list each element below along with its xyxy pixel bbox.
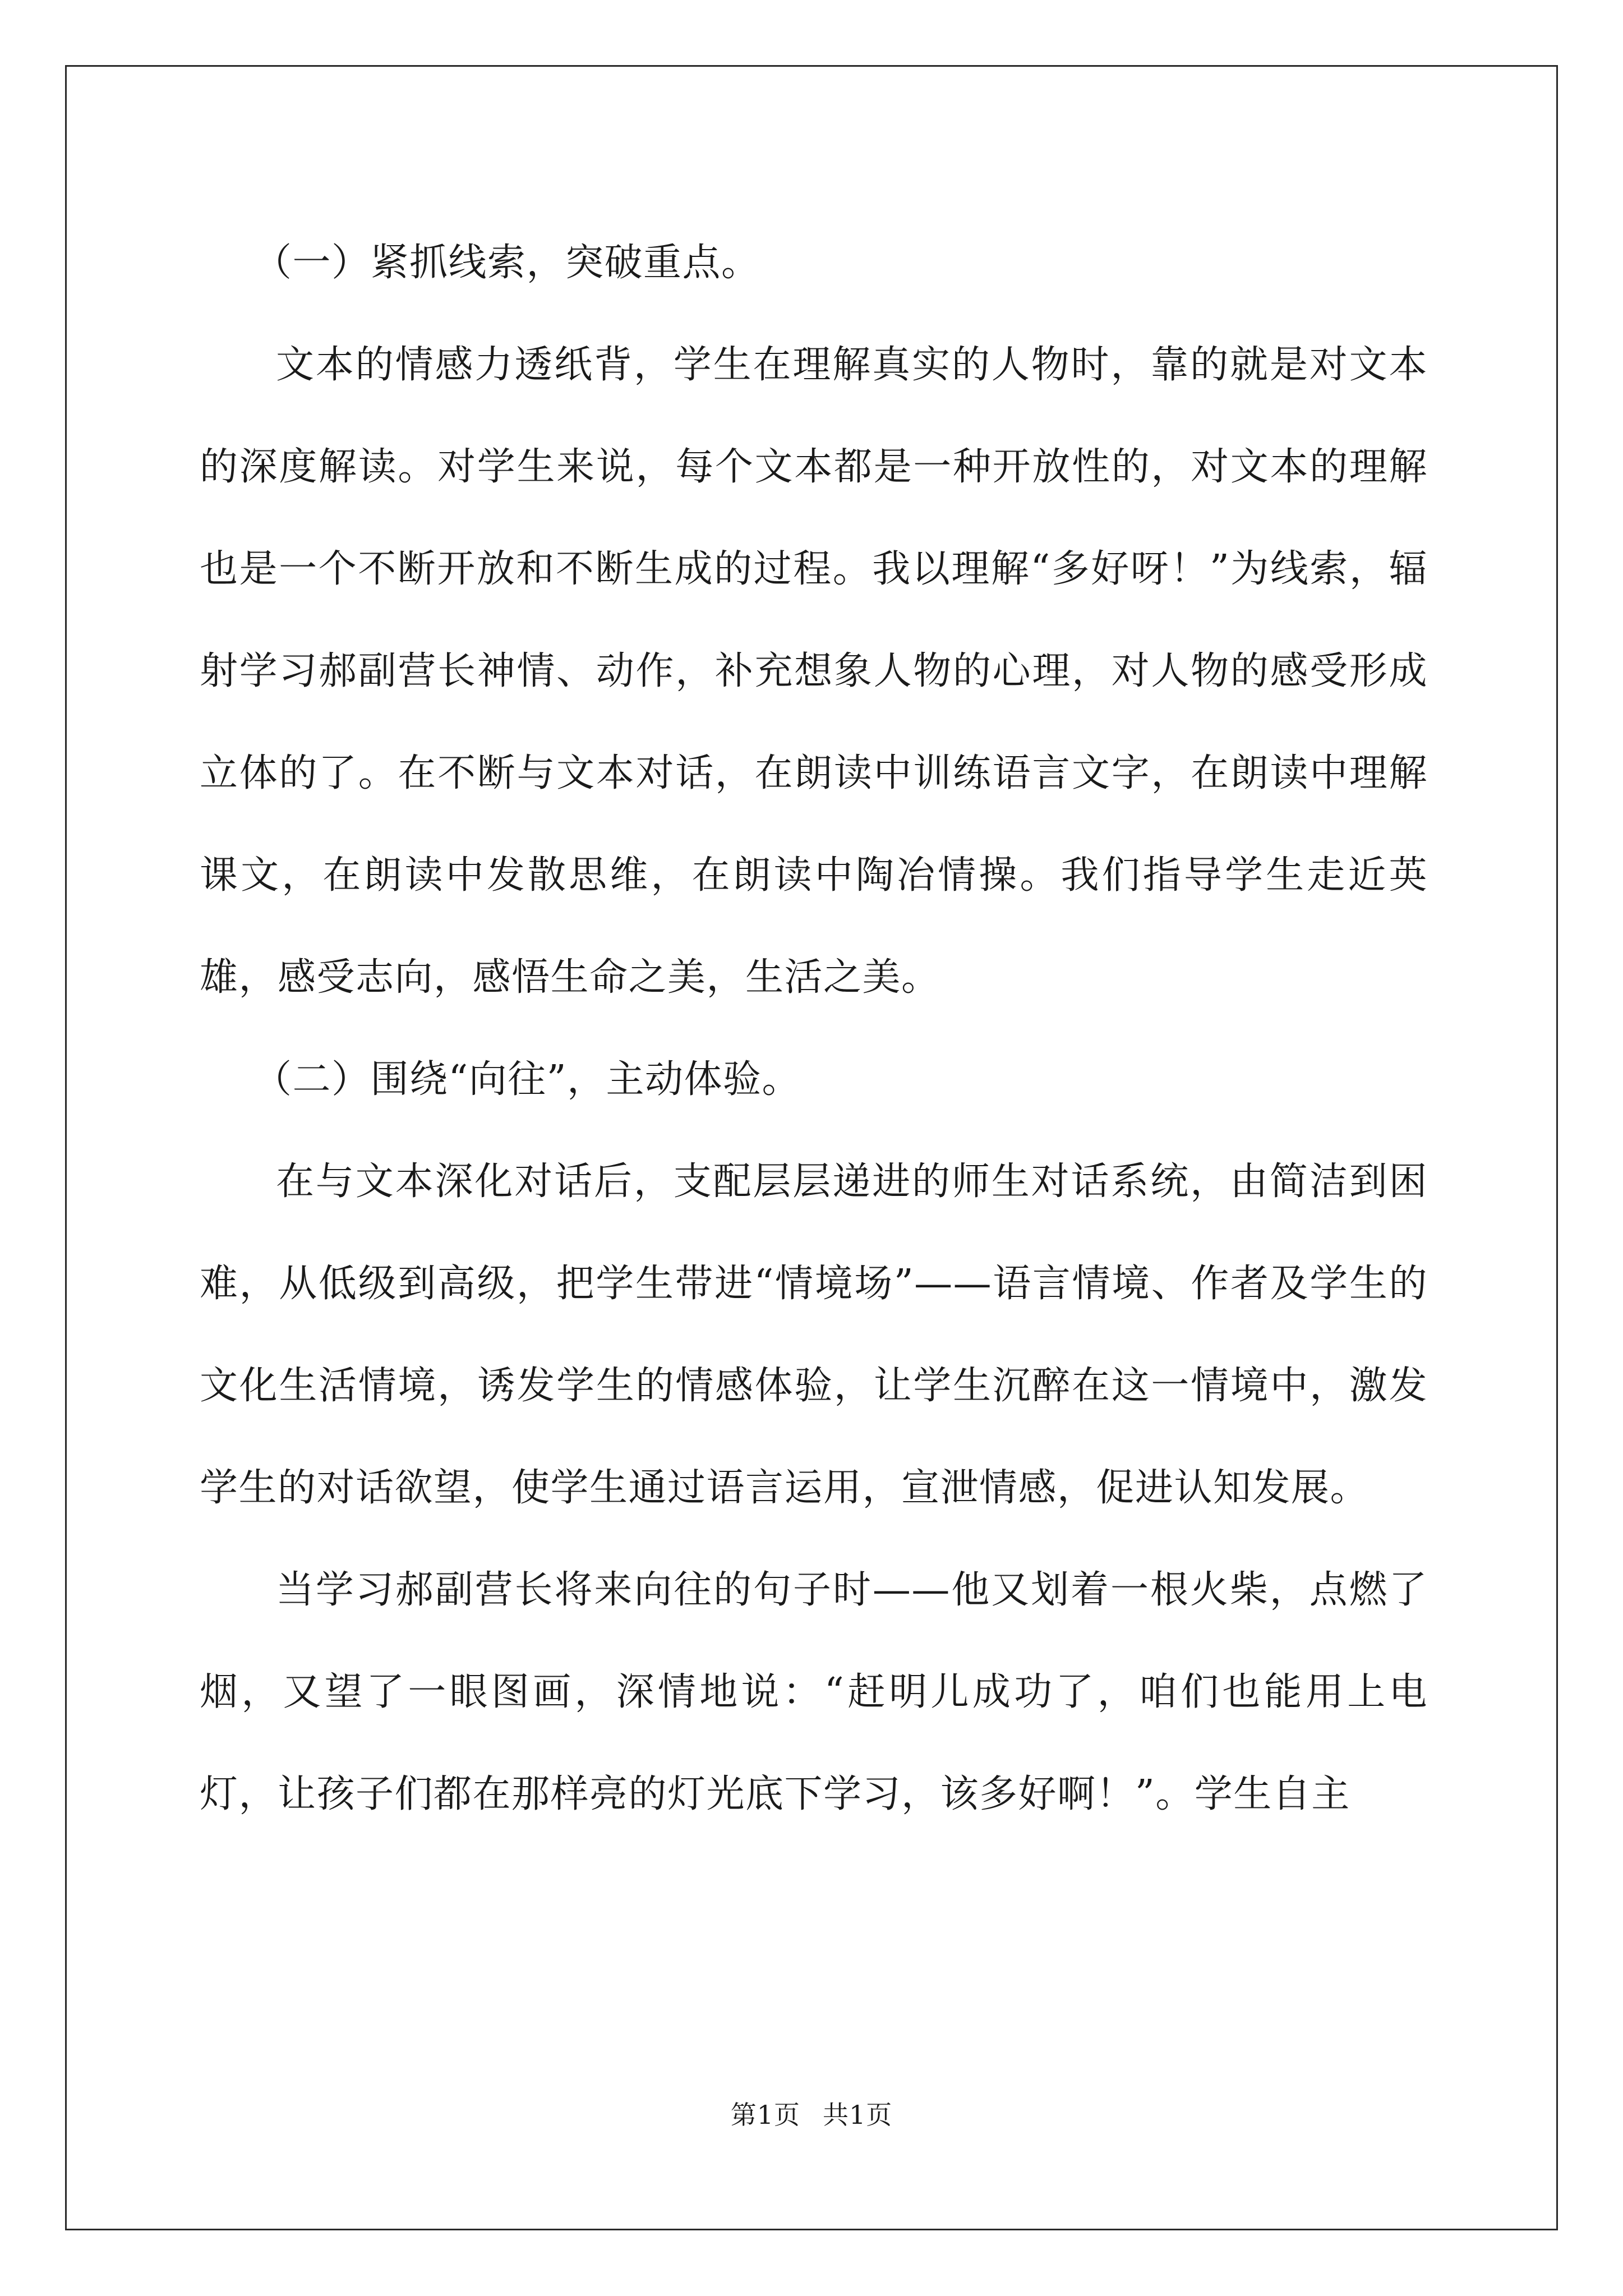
section-paragraph-1: 文本的情感力透纸背，学生在理解真实的人物时，靠的就是对文本的深度解读。对学生来说，每个文本都是一种开放性的，对文本的理解也是一个不断开放和不断生成的过程。我以理解“多好呀！”为线索，辐射学习郝副营长神情、动作，补充想象人物的心理，对人物的感受形成立体的了。在不断与文本对话，在朗读中训练语言文字，在朗读中理解课文，在朗读中发散思维，在朗读中陶冶情操。我们指导学生走近英雄，感受志向，感悟生命之美，生活之美。 — [200, 343, 1428, 1000]
section-heading-1: （一）紧抓线索，突破重点。 — [253, 241, 760, 285]
page-number: 第1页 — [730, 2100, 800, 2130]
closing-paragraph: 当学习郝副营长将来向往的句子时——他又划着一根火柴，点燃了烟，又望了一眼图画，深情地说：“赶明儿成功了，咱们也能用上电灯，让孩子们都在那样亮的灯光底下学习，该多好啊！”。学生自主 — [200, 1568, 1428, 1816]
section-paragraph-2: 在与文本深化对话后，支配层层递进的师生对话系统，由简洁到困难，从低级到高级，把学生带进“情境场”——语言情境、作者及学生的文化生活情境，诱发学生的情感体验，让学生沉醉在这一情境中，激发学生的对话欲望，使学生通过语言运用，宣泄情感，促进认知发展。 — [200, 1159, 1428, 1510]
section-heading-2: （二）围绕“向往”，主动体验。 — [253, 1057, 801, 1102]
page-footer — [0, 2098, 1623, 2132]
document-body — [200, 212, 1428, 1846]
page-total: 共1页 — [823, 2100, 893, 2130]
